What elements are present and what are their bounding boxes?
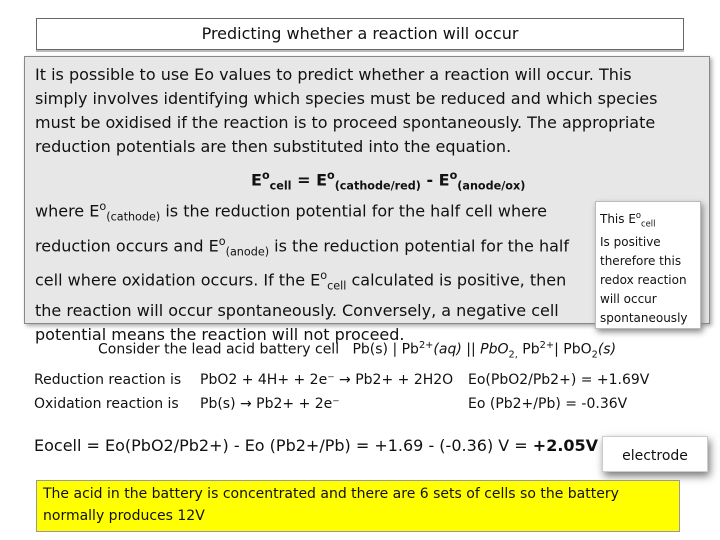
ecell-text: Eocell = Eo(PbO2/Pb2+) - Eo (Pb2+/Pb) = +1.69 - (-0.36) V = bbox=[34, 436, 533, 455]
positive-note-callout bbox=[595, 201, 701, 329]
eq-equals-e: = E bbox=[297, 170, 327, 190]
eq-e: E bbox=[251, 170, 262, 190]
battery-sub3: 2 bbox=[591, 349, 598, 361]
eq-o-3: o bbox=[449, 169, 458, 182]
reduction-potential: Eo(PbO2/Pb2+) = +1.69V bbox=[468, 372, 650, 388]
eq-cathode: (cathode/red) bbox=[334, 179, 421, 193]
battery-aq: (aq) || PbO bbox=[433, 341, 509, 358]
where-paragraph bbox=[35, 195, 595, 347]
battery-end: | PbO bbox=[554, 341, 592, 358]
where-p1-sub: (cathode) bbox=[106, 210, 161, 224]
note-rest: Is positive therefore this redox reaction will occur spontaneously bbox=[600, 235, 688, 326]
where-p4: calculated is positive, then the reaction will occur spontaneously. Conversely, a negative cell potential means the reaction will not proceed. bbox=[35, 270, 567, 344]
where-p2: is the reduction potential for the half cell where reduction occurs and E bbox=[35, 201, 547, 255]
eq-cell: cell bbox=[269, 179, 292, 193]
eq-minus-e: - E bbox=[426, 170, 450, 190]
eq-o-2: o bbox=[327, 169, 335, 182]
where-p2-o: o bbox=[218, 234, 226, 248]
battery-pb2: Pb bbox=[517, 341, 540, 358]
battery-cell-notation bbox=[98, 340, 616, 360]
oxidation-row bbox=[34, 396, 627, 412]
reduction-equation: PbO2 + 4H+ + 2e⁻ → Pb2+ + 2H2O bbox=[200, 372, 454, 388]
battery-sub2: 2, bbox=[508, 349, 518, 361]
where-p1: where E bbox=[35, 201, 100, 221]
intro-paragraph: It is possible to use Eo values to predict whether a reaction will occur. This simply involves identifying which species must be reduced and which species must be oxidised if the reaction is to proceed spontaneously. The appropriate reduction potentials are then substituted into the equation. bbox=[35, 65, 658, 156]
battery-lead: Consider the lead acid battery cell bbox=[98, 341, 340, 358]
where-p1-o: o bbox=[99, 200, 107, 213]
battery-voltage-note: The acid in the battery is concentrated and there are 6 sets of cells so the battery normally produces 12V bbox=[36, 480, 680, 532]
battery-sup2: 2+ bbox=[539, 340, 555, 351]
oxidation-potential: Eo (Pb2+/Pb) = -0.36V bbox=[468, 396, 628, 412]
cell-potential-equation bbox=[251, 169, 525, 193]
battery-cell: Pb(s) | Pb bbox=[352, 341, 419, 358]
note-line1: This E bbox=[600, 212, 636, 226]
ecell-result: +2.05V bbox=[532, 436, 599, 455]
where-p2-sub: (anode) bbox=[225, 245, 270, 259]
ecell-calculation bbox=[34, 436, 598, 455]
oxidation-label: Oxidation reaction is bbox=[34, 396, 179, 412]
note-sub: cell bbox=[641, 218, 656, 229]
where-p3-sub: cell bbox=[327, 279, 347, 293]
reduction-row bbox=[34, 372, 649, 388]
where-p3-o: o bbox=[320, 269, 328, 283]
slide-title: Predicting whether a reaction will occur bbox=[36, 18, 684, 50]
eq-o: o bbox=[261, 169, 270, 182]
battery-sup1: 2+ bbox=[418, 340, 434, 351]
explanation-panel bbox=[24, 56, 710, 344]
note-o: o bbox=[635, 210, 642, 220]
reduction-label: Reduction reaction is bbox=[34, 372, 182, 388]
eq-anode: (anode/ox) bbox=[457, 179, 526, 193]
battery-s: (s) bbox=[597, 341, 617, 358]
electrode-label-box: electrode bbox=[602, 436, 708, 472]
oxidation-equation: Pb(s) → Pb2+ + 2e⁻ bbox=[200, 396, 340, 412]
where-p3: is the reduction potential for the half cell where oxidation occurs. If the E bbox=[35, 235, 569, 290]
